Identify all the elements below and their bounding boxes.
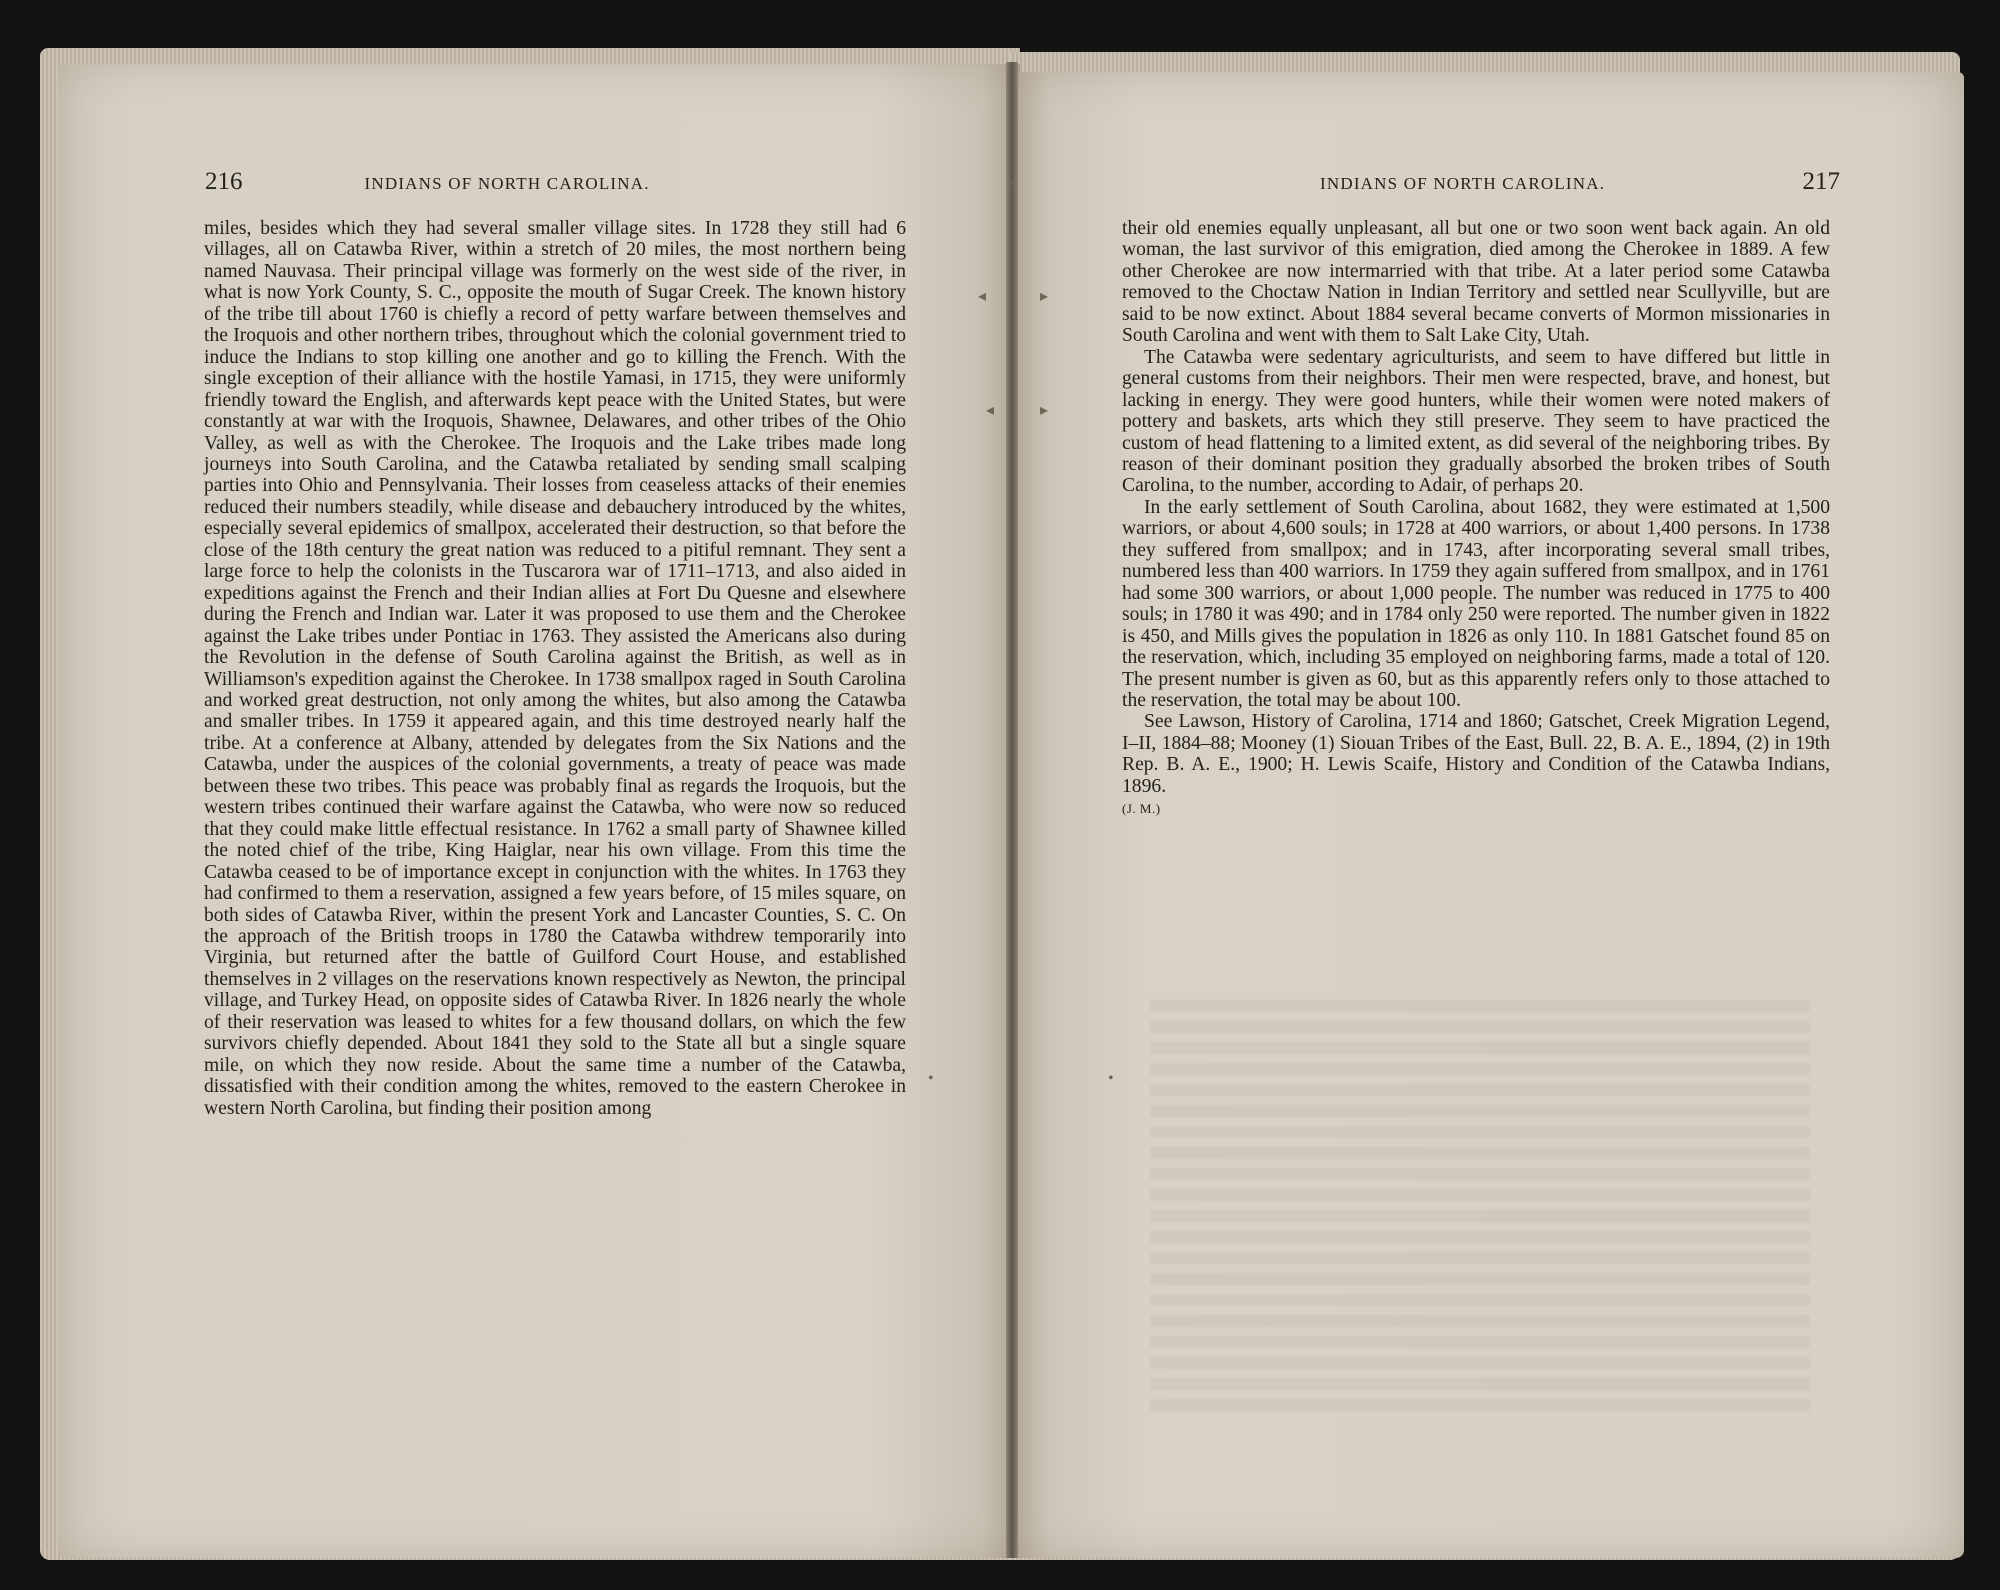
stitch-mark: • — [1010, 176, 1016, 193]
right-page-body — [1122, 218, 1830, 820]
left-running-head: INDIANS OF NORTH CAROLINA. — [364, 174, 650, 193]
stitch-mark: ▸ — [1040, 402, 1049, 419]
right-page-number: 217 — [1802, 168, 1840, 195]
right-paragraph-2: The Catawba were sedentary agriculturists, and seem to have differed but little in general customs from their neighbors. Their men were respected, brave, and honest, but lacking in energy. They were good hunters, while their women were noted makers of pottery and baskets, arts which they still preserve. They seem to have practiced the custom of head flattening to a limited extent, as did several of the neighboring tribes. By reason of their dominant position they gradually absorbed the broken tribes of South Carolina, to the number, according to Adair, of perhaps 20. — [1122, 346, 1830, 497]
right-paragraph-1: their old enemies equally unpleasant, all but one or two soon went back again. An old woman, the last survivor of this emigration, died among the Cherokee in 1889. A few other Cherokee are now intermarried with that tribe. At a later period some Catawba removed to the Choctaw Nation in Indian Territory and settled near Scullyville, but are said to be now extinct. About 1884 several became converts of Mormon missionaries in South Carolina and went with them to Salt Lake City, Utah. — [1122, 218, 1830, 347]
author-signature: (J. M.) — [1122, 801, 1161, 817]
book-gutter — [1006, 62, 1018, 1558]
stitch-mark: • — [928, 1070, 934, 1087]
left-paragraph-1: miles, besides which they had several smaller village sites. In 1728 they still had 6 villages, all on Catawba River, within a stretch of 20 miles, the most northern being named Nauvasa. Their principal village was formerly on the west side of the river, in what is now York County, S. C., opposite the mouth of Sugar Creek. The known history of the tribe till about 1760 is chiefly a record of petty warfare between themselves and the Iroquois and other northern tribes, throughout which the colonial government tried to induce the Indians to stop killing one another and go to killing the French. With the single exception of their alliance with the hostile Yamasi, in 1715, they were uniformly friendly toward the English, and afterwards kept peace with the United States, but were constantly at war with the Iroquois, Shawnee, Delawares, and other tribes of the Ohio Valley, as well as with the Cherokee. The Iroquois and the Lake tribes made long journeys into South Carolina, and the Catawba retaliated by sending small scalping parties into Ohio and Pennsylvania. Their losses from ceaseless attacks of their enemies reduced their numbers steadily, while disease and debauchery introduced by the whites, especially several epidemics of smallpox, accelerated their destruction, so that before the close of the 18th century the great nation was reduced to a pitiful remnant. They sent a large force to help the colonists in the Tuscarora war of 1711–1713, and also aided in expeditions against the French and their Indian allies at Fort Du Quesne and elsewhere during the French and Indian war. Later it was proposed to use them and the Cherokee against the Lake tribes under Pontiac in 1763. They assisted the Americans also during the Revolution in the defense of South Carolina against the British, as well as in Williamson's expedition against the Cherokee. In 1738 smallpox raged in South Carolina and worked great destruction, not only among the whites, but also among the Catawba and smaller tribes. In 1759 it appeared again, and this time destroyed nearly half the tribe. At a conference at Albany, attended by delegates from the Six Nations and the Catawba, under the auspices of the colonial governments, a treaty of peace was made between these two tribes. This peace was probably final as regards the Iroquois, but the western tribes continued their warfare against the Catawba, who were now so reduced that they could make little effectual resistance. In 1762 a small party of Shawnee killed the noted chief of the tribe, King Haiglar, near his own village. From this time the Catawba ceased to be of importance except in conjunction with the whites. In 1763 they had confirmed to them a reservation, assigned a few years before, of 15 miles square, on both sides of Catawba River, within the present York and Lancaster Counties, S. C. On the approach of the British troops in 1780 the Catawba withdrew temporarily into Virginia, but returned after the battle of Guilford Court House, and established themselves in 2 villages on the reservations known respectively as Newton, the principal village, and Turkey Head, on opposite sides of Catawba River. In 1826 nearly the whole of their reservation was leased to whites for a few thousand dollars, on which the few survivors chiefly depended. About 1841 they sold to the State all but a single square mile, on which they now reside. About the same time a number of the Catawba, dissatisfied with their condition among the whites, removed to the eastern Cherokee in western North Carolina, but finding their position among — [204, 218, 906, 1119]
left-page-header — [205, 168, 905, 202]
stitch-mark: • — [1108, 1070, 1114, 1087]
stitch-mark: ◂ — [978, 288, 987, 305]
bibliography-paragraph: See Lawson, History of Carolina, 1714 and 1860; Gatschet, Creek Migration Legend, I–II, 1884–88; Mooney (1) Siouan Tribes of the East, Bull. 22, B. A. E., 1894, (2) in 19th Rep. B. A. E., 1900; H. Lewis Scaife, History and Condition of the Catawba Indians, 1896. — [1122, 711, 1830, 797]
stitch-mark: ◂ — [986, 402, 995, 419]
left-page-number: 216 — [205, 168, 243, 195]
left-page-body — [204, 218, 906, 1119]
right-page-header — [1320, 168, 1840, 202]
right-running-head: INDIANS OF NORTH CAROLINA. — [1320, 174, 1606, 193]
right-paragraph-3: In the early settlement of South Carolina, about 1682, they were estimated at 1,500 warriors, or about 4,600 souls; in 1728 at 400 warriors, or about 1,400 persons. In 1738 they suffered from smallpox; and in 1743, after incorporating several small tribes, numbered less than 400 warriors. In 1759 they again suffered from smallpox, and in 1761 had some 300 warriors, or about 1,000 people. The number was reduced in 1775 to 400 souls; in 1780 it was 490; and in 1784 only 250 were reported. The number given in 1822 is 450, and Mills gives the population in 1826 as only 110. In 1881 Gatschet found 85 on the reservation, which, including 35 employed on neighboring farms, made a total of 120. The present number is given as 60, but as this apparently refers only to those attached to the reservation, the total may be about 100. — [1122, 496, 1830, 711]
stitch-mark: ▸ — [1040, 288, 1049, 305]
show-through-text — [1150, 1000, 1810, 1420]
